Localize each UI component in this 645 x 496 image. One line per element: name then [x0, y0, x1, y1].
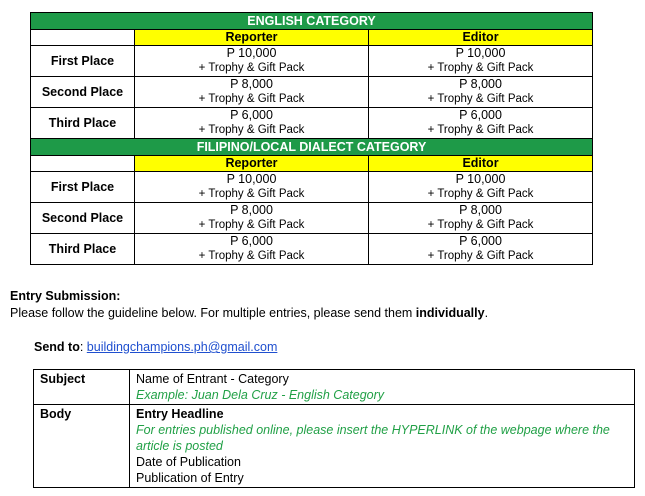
body-publication: Publication of Entry: [136, 471, 244, 485]
entry-submission-description: [10, 306, 488, 320]
send-to-label: Send to: [34, 340, 80, 354]
reporter-prize: [135, 46, 369, 77]
subject-content: [130, 370, 635, 405]
prize-row: [31, 77, 593, 108]
editor-prize: [369, 203, 593, 234]
role-editor: Editor: [369, 156, 593, 172]
prize-row: [31, 46, 593, 77]
place-label: Second Place: [31, 203, 135, 234]
prize-amount: P 6,000: [230, 108, 273, 122]
editor-prize: [369, 234, 593, 265]
subject-row: [34, 370, 635, 405]
filipino-category-header: [31, 139, 593, 156]
body-headline: Entry Headline: [136, 407, 224, 421]
prize-amount: P 6,000: [459, 234, 502, 248]
prize-extra: + Trophy & Gift Pack: [427, 219, 534, 231]
body-label: Body: [34, 405, 130, 488]
prize-amount: P 10,000: [455, 172, 506, 186]
reporter-prize: [135, 203, 369, 234]
prize-amount: P 6,000: [459, 108, 502, 122]
prize-amount: P 8,000: [459, 203, 502, 217]
role-reporter: Reporter: [135, 30, 369, 46]
prize-table: [30, 12, 593, 265]
reporter-prize: [135, 77, 369, 108]
body-note: For entries published online, please insert the HYPERLINK of the webpage where the article is posted: [136, 423, 610, 453]
editor-prize: [369, 172, 593, 203]
prize-extra: + Trophy & Gift Pack: [427, 188, 534, 200]
empty-cell: [31, 30, 135, 46]
prize-extra: + Trophy & Gift Pack: [427, 124, 534, 136]
prize-amount: P 8,000: [230, 203, 273, 217]
prize-extra: + Trophy & Gift Pack: [427, 62, 534, 74]
body-content: [130, 405, 635, 488]
prize-amount: P 8,000: [230, 77, 273, 91]
description-text: Please follow the guideline below. For multiple entries, please send them: [10, 306, 416, 320]
place-label: Third Place: [31, 234, 135, 265]
prize-extra: + Trophy & Gift Pack: [198, 124, 305, 136]
editor-prize: [369, 77, 593, 108]
prize-row: [31, 234, 593, 265]
editor-prize: [369, 108, 593, 139]
prize-row: [31, 203, 593, 234]
email-link[interactable]: buildingchampions.ph@gmail.com: [86, 340, 278, 354]
role-editor: Editor: [369, 30, 593, 46]
prize-row: [31, 172, 593, 203]
place-label: First Place: [31, 172, 135, 203]
place-label: Third Place: [31, 108, 135, 139]
guideline-table: [33, 369, 635, 488]
description-end: .: [484, 306, 489, 320]
prize-extra: + Trophy & Gift Pack: [198, 62, 305, 74]
send-to-separator: :: [79, 340, 87, 354]
prize-extra: + Trophy & Gift Pack: [198, 250, 305, 262]
subject-label: Subject: [34, 370, 130, 405]
subject-format: Name of Entrant - Category: [136, 372, 289, 386]
description-emphasis: individually: [415, 306, 485, 320]
body-date: Date of Publication: [136, 455, 241, 469]
prize-extra: + Trophy & Gift Pack: [198, 93, 305, 105]
reporter-prize: [135, 108, 369, 139]
send-to-line: [34, 340, 277, 354]
prize-extra: + Trophy & Gift Pack: [198, 219, 305, 231]
role-reporter: Reporter: [135, 156, 369, 172]
prize-row: [31, 108, 593, 139]
empty-cell: [31, 156, 135, 172]
prize-amount: P 10,000: [226, 46, 277, 60]
reporter-prize: [135, 172, 369, 203]
prize-extra: + Trophy & Gift Pack: [198, 188, 305, 200]
english-category-header: [31, 13, 593, 30]
prize-extra: + Trophy & Gift Pack: [427, 250, 534, 262]
entry-submission-heading: Entry Submission:: [10, 289, 121, 303]
prize-amount: P 10,000: [226, 172, 277, 186]
category-title: ENGLISH CATEGORY: [31, 13, 593, 30]
body-row: [34, 405, 635, 488]
english-role-row: [31, 30, 593, 46]
prize-amount: P 10,000: [455, 46, 506, 60]
prize-amount: P 8,000: [459, 77, 502, 91]
subject-example: Example: Juan Dela Cruz - English Category: [136, 388, 385, 402]
category-title: FILIPINO/LOCAL DIALECT CATEGORY: [31, 139, 593, 156]
prize-extra: + Trophy & Gift Pack: [427, 93, 534, 105]
reporter-prize: [135, 234, 369, 265]
filipino-role-row: [31, 156, 593, 172]
place-label: First Place: [31, 46, 135, 77]
place-label: Second Place: [31, 77, 135, 108]
prize-amount: P 6,000: [230, 234, 273, 248]
editor-prize: [369, 46, 593, 77]
